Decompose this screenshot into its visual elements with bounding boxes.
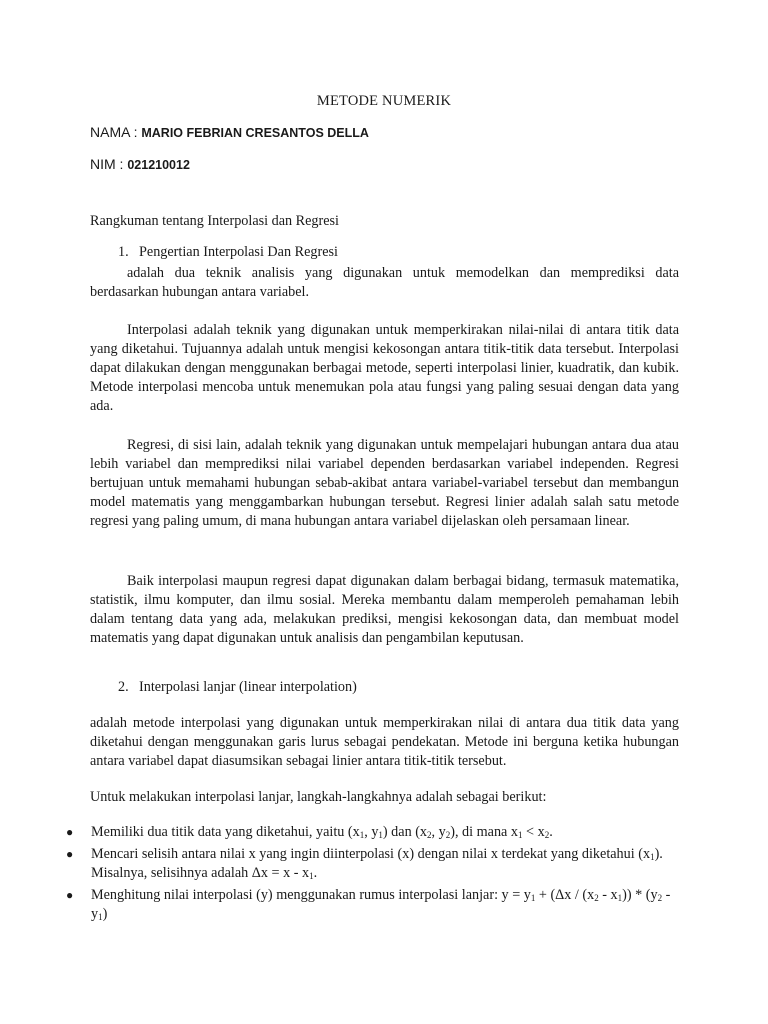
list-item: ● Menghitung nilai interpolasi (y) menggunakan rumus interpolasi lanjar: $y = y_1 + (\Delta x / (x_2 - x_1)) * (y_2 - y_1)$ — [66, 887, 671, 922]
name-value: MARIO FEBRIAN CRESANTOS DELLA — [141, 126, 369, 140]
steps-list — [60, 823, 685, 927]
bullet-icon: ● — [66, 888, 74, 902]
section1-paragraph-1: adalah dua teknik analisis yang digunakan untuk memodelkan dan memprediksi data berdasarkan hubungan antara variabel. — [90, 265, 679, 300]
section2-heading — [118, 679, 357, 696]
summary-heading: Rangkuman tentang Interpolasi dan Regresi — [90, 213, 340, 229]
document-title: METODE NUMERIK — [316, 93, 452, 109]
nim-label: NIM : — [90, 156, 128, 172]
steps-intro: Untuk melakukan interpolasi lanjar, langkah-langkahnya adalah sebagai berikut: — [90, 789, 547, 805]
bullet-icon: ● — [66, 847, 74, 861]
section1-heading — [118, 244, 338, 261]
bullet-icon: ● — [66, 825, 74, 839]
section2-title: Interpolasi lanjar (linear interpolation) — [139, 679, 357, 695]
section1-title: Pengertian Interpolasi Dan Regresi — [139, 244, 338, 260]
section1-paragraph-2: Interpolasi adalah teknik yang digunakan untuk memperkirakan nilai-nilai di antara titik data yang diketahui. Tujuannya adalah untuk mengisi kekosongan antara titik-titik data tersebut. Interpolasi dapat dilakukan dengan menggunakan berbagai metode, seperti interpolasi linier, kuadratik, dan kubik. Metode interpolasi mencoba untuk menemukan pola atau fungsi yang paling sesuai dengan data yang ada. — [90, 322, 679, 414]
section1-number: 1. — [118, 244, 129, 260]
name-label: NAMA : — [90, 124, 142, 140]
nim-line — [90, 156, 190, 174]
section1-paragraph-4: Baik interpolasi maupun regresi dapat digunakan dalam berbagai bidang, termasuk matematika, statistik, ilmu komputer, dan ilmu sosial. Mereka membantu dalam memperoleh pemahaman lebih dalam tentang data yang ada, melakukan prediksi, mengisi kekosongan data, dan membuat model matematis yang dapat digunakan untuk analisis dan pengambilan keputusan. — [90, 573, 679, 646]
section2-intro: adalah metode interpolasi yang digunakan untuk memperkirakan nilai di antara dua titik data yang diketahui dengan menggunakan garis lurus sebagai pendekatan. Metode ini berguna ketika hubungan antara variabel dapat diasumsikan sebagai linier antara titik-titik tersebut. — [90, 715, 679, 769]
nim-value: 021210012 — [127, 158, 190, 172]
section2-number: 2. — [118, 679, 129, 695]
list-item: ● Mencari selisih antara nilai x yang ingin diinterpolasi (x) dengan nilai x terdekat yang diketahui $(x_1)$. Misalnya, selisihnya adalah $\Delta x = x - x_1$. — [66, 846, 663, 881]
section1-paragraph-3: Regresi, di sisi lain, adalah teknik yang digunakan untuk mempelajari hubungan antara dua atau lebih variabel dan memprediksi nilai variabel dependen berdasarkan variabel independen. Regresi bertujuan untuk memahami hubungan sebab-akibat antara variabel-variabel tersebut dan membangun model matematis yang menggambarkan hubungan tersebut. Regresi linier adalah salah satu metode regresi yang paling umum, di mana hubungan antara variabel dijelaskan oleh persamaan linear. — [90, 437, 679, 529]
name-line — [90, 124, 369, 142]
list-item: ● Memiliki dua titik data yang diketahui, yaitu ($x_1$, $y_1$) dan ($x_2$, $y_2$), di mana $x_1 < x_2$. — [66, 824, 553, 840]
